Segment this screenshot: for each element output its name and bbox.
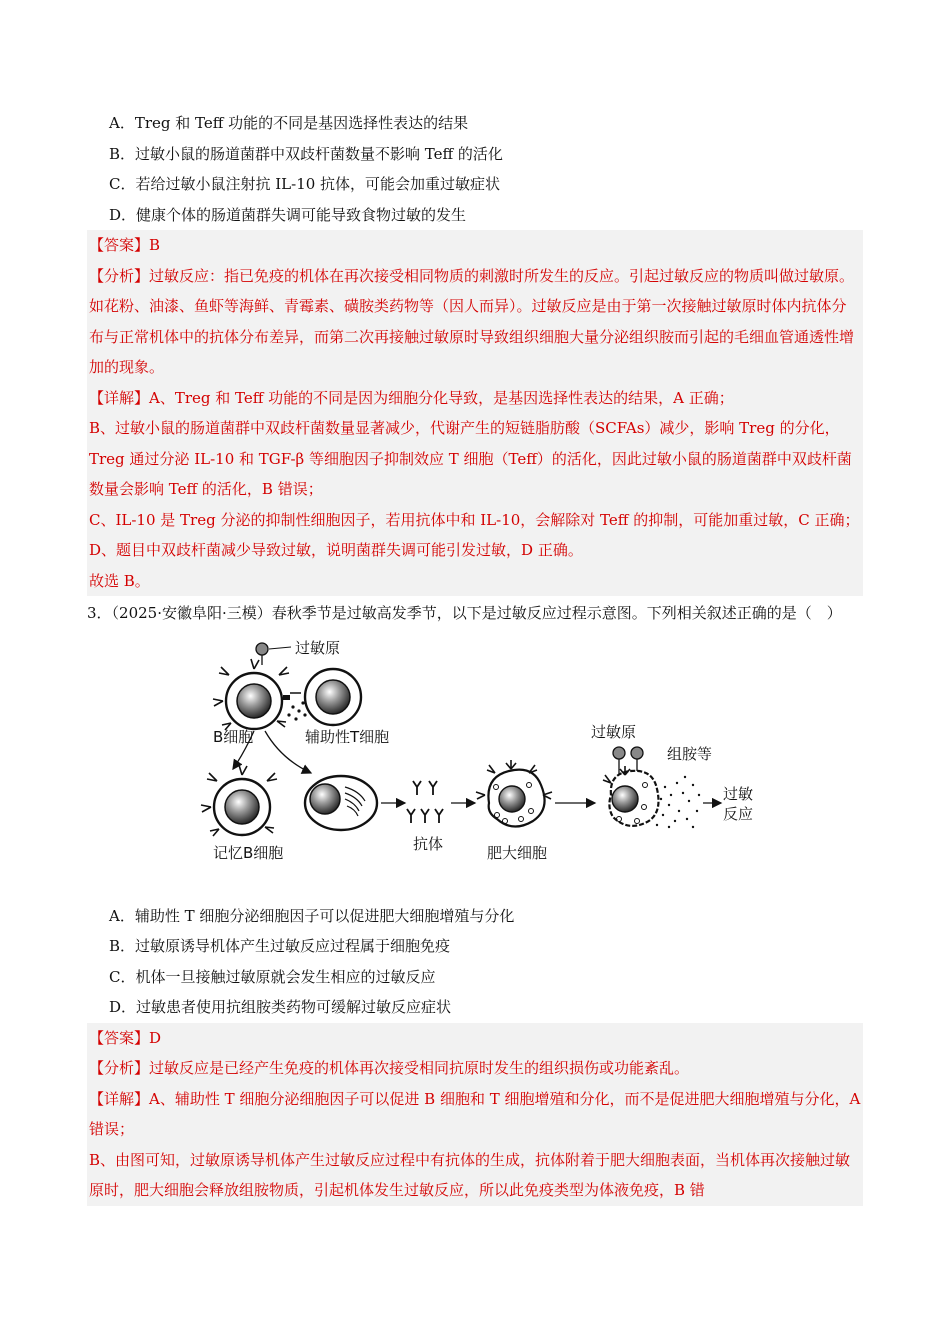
q3-option-d: D．过敏患者使用抗组胺类药物可缓解过敏反应症状 [109,998,452,1016]
detail-tag: 【详解】 [89,1089,150,1108]
activated-mast-cell-icon [603,766,659,826]
q3-detail-a [89,1084,861,1145]
q3-options [87,901,863,1023]
detail-tag: 【详解】 [89,388,150,407]
q2-option-d: D．健康个体的肠道菌群失调可能导致食物过敏的发生 [109,205,467,224]
q2-conclusion: 故选 B。 [89,571,150,590]
answer-tag: 【答案】 [89,236,150,254]
label-helper-t: 辅助性T细胞 [305,727,390,746]
label-reaction-line1: 过敏 [723,784,754,803]
analysis-tag: 【分析】 [89,1059,150,1077]
q3-analysis [89,1053,861,1084]
q2-answer [89,230,861,261]
q2-analysis [89,261,861,383]
label-allergen-right: 过敏原 [591,722,637,741]
q3-stem: 3．（2025·安徽阜阳·三模）春秋季节是过敏高发季节，以下是过敏反应过程示意图。下列相关叙述正确的是（ ） [87,604,842,622]
memory-b-cell-icon [201,765,277,836]
q3-answer [89,1023,861,1054]
label-antibody: 抗体 [413,834,444,853]
allergy-process-diagram [87,635,863,897]
q2-options [87,108,863,230]
q2-detail-a [89,383,861,414]
cytokine-dots-icon [283,693,307,721]
q3-option-c: C．机体一旦接触过敏原就会发生相应的过敏反应 [109,967,436,986]
q2-option-b: B．过敏小鼠的肠道菌群中双歧杆菌数量不影响 Teff 的活化 [109,144,503,163]
label-histamine: 组胺等 [667,744,713,763]
q2-option-c: C．若给过敏小鼠注射抗 IL-10 抗体，可能会加重过敏症状 [109,175,501,193]
label-mast-cell: 肥大细胞 [487,843,548,862]
diagram-svg [199,635,759,897]
allergen-top-icon [256,643,291,665]
answer-value: B [149,236,161,254]
helper-t-cell-icon [305,669,361,725]
page-content [87,108,863,1206]
mast-cell-icon [476,760,552,827]
q2-detail-c: C、IL-10 是 Treg 分泌的抑制性细胞因子，若用抗体中和 IL-10，会解除对 Teff 的抑制，可能加重过敏，C 正确； [89,510,860,529]
label-memory-b: 记忆B细胞 [213,843,284,862]
histamine-dots-icon [656,775,700,827]
detail-text: A、Treg 和 Teff 功能的不同是因为细胞分化导致，是基因选择性表达的结果，A 正确； [149,388,734,407]
answer-value: D [149,1028,162,1047]
q3-option-a: A．辅助性 T 细胞分泌细胞因子可以促进肥大细胞增殖与分化 [109,906,515,925]
b-cell-icon [213,659,289,730]
analysis-tag: 【分析】 [89,266,150,285]
label-b-cell: B细胞 [213,727,254,746]
label-reaction-line2: 反应 [723,804,754,823]
antibody-icon [407,781,443,823]
label-allergen-top: 过敏原 [295,638,341,657]
analysis-text: 过敏反应：指已免疫的机体在再次接受相同物质的刺激时所发生的反应。引起过敏反应的物质叫做过敏原。如花粉、油漆、鱼虾等海鲜、青霉素、磺胺类药物等（因人而异）。过敏反应是由于第一次接触过敏原时体内抗体分布与正常机体中的抗体分布差异，而第二次再接触过敏原时导致组织细胞大量分泌组织胺而引起的毛细血管通透性增加的现象。 [89,266,855,376]
q3-detail-b: B、由图可知，过敏原诱导机体产生过敏反应过程中有抗体的生成，抗体附着于肥大细胞表面，当机体再次接触过敏原时，肥大细胞会释放组胺物质，引起机体发生过敏反应，所以此免疫类型为体液免疫，B 错 [89,1150,851,1199]
q2-option-a: A．Treg 和 Teff 功能的不同是基因选择性表达的结果 [109,114,469,132]
analysis-text: 过敏反应是已经产生免疫的机体再次接受相同抗原时发生的组织损伤或功能紊乱。 [149,1059,690,1077]
detail-text: A、辅助性 T 细胞分泌细胞因子可以促进 B 细胞和 T 细胞增殖和分化，而不是促进肥大细胞增殖与分化，A 错误； [89,1089,861,1138]
answer-tag: 【答案】 [89,1028,150,1047]
q2-detail-b: B、过敏小鼠的肠道菌群中双歧杆菌数量显著减少，代谢产生的短链脂肪酸（SCFAs）减少，影响 Treg 的分化，Treg 通过分泌 IL-10 和 TGF-β 等细胞因子抑制效应 T 细胞（Teff）的活化，因此过敏小鼠的肠道菌群中双歧杆菌数量会影响 Teff 的活化，B 错误； [89,419,852,498]
plasma-cell-icon [305,776,377,830]
q3-answer-block [87,1023,863,1206]
q3-option-b: B．过敏原诱导机体产生过敏反应过程属于细胞免疫 [109,937,451,955]
q2-detail-d: D、题目中双歧杆菌减少导致过敏，说明菌群失调可能引发过敏，D 正确。 [89,541,583,559]
q2-answer-block [87,230,863,596]
